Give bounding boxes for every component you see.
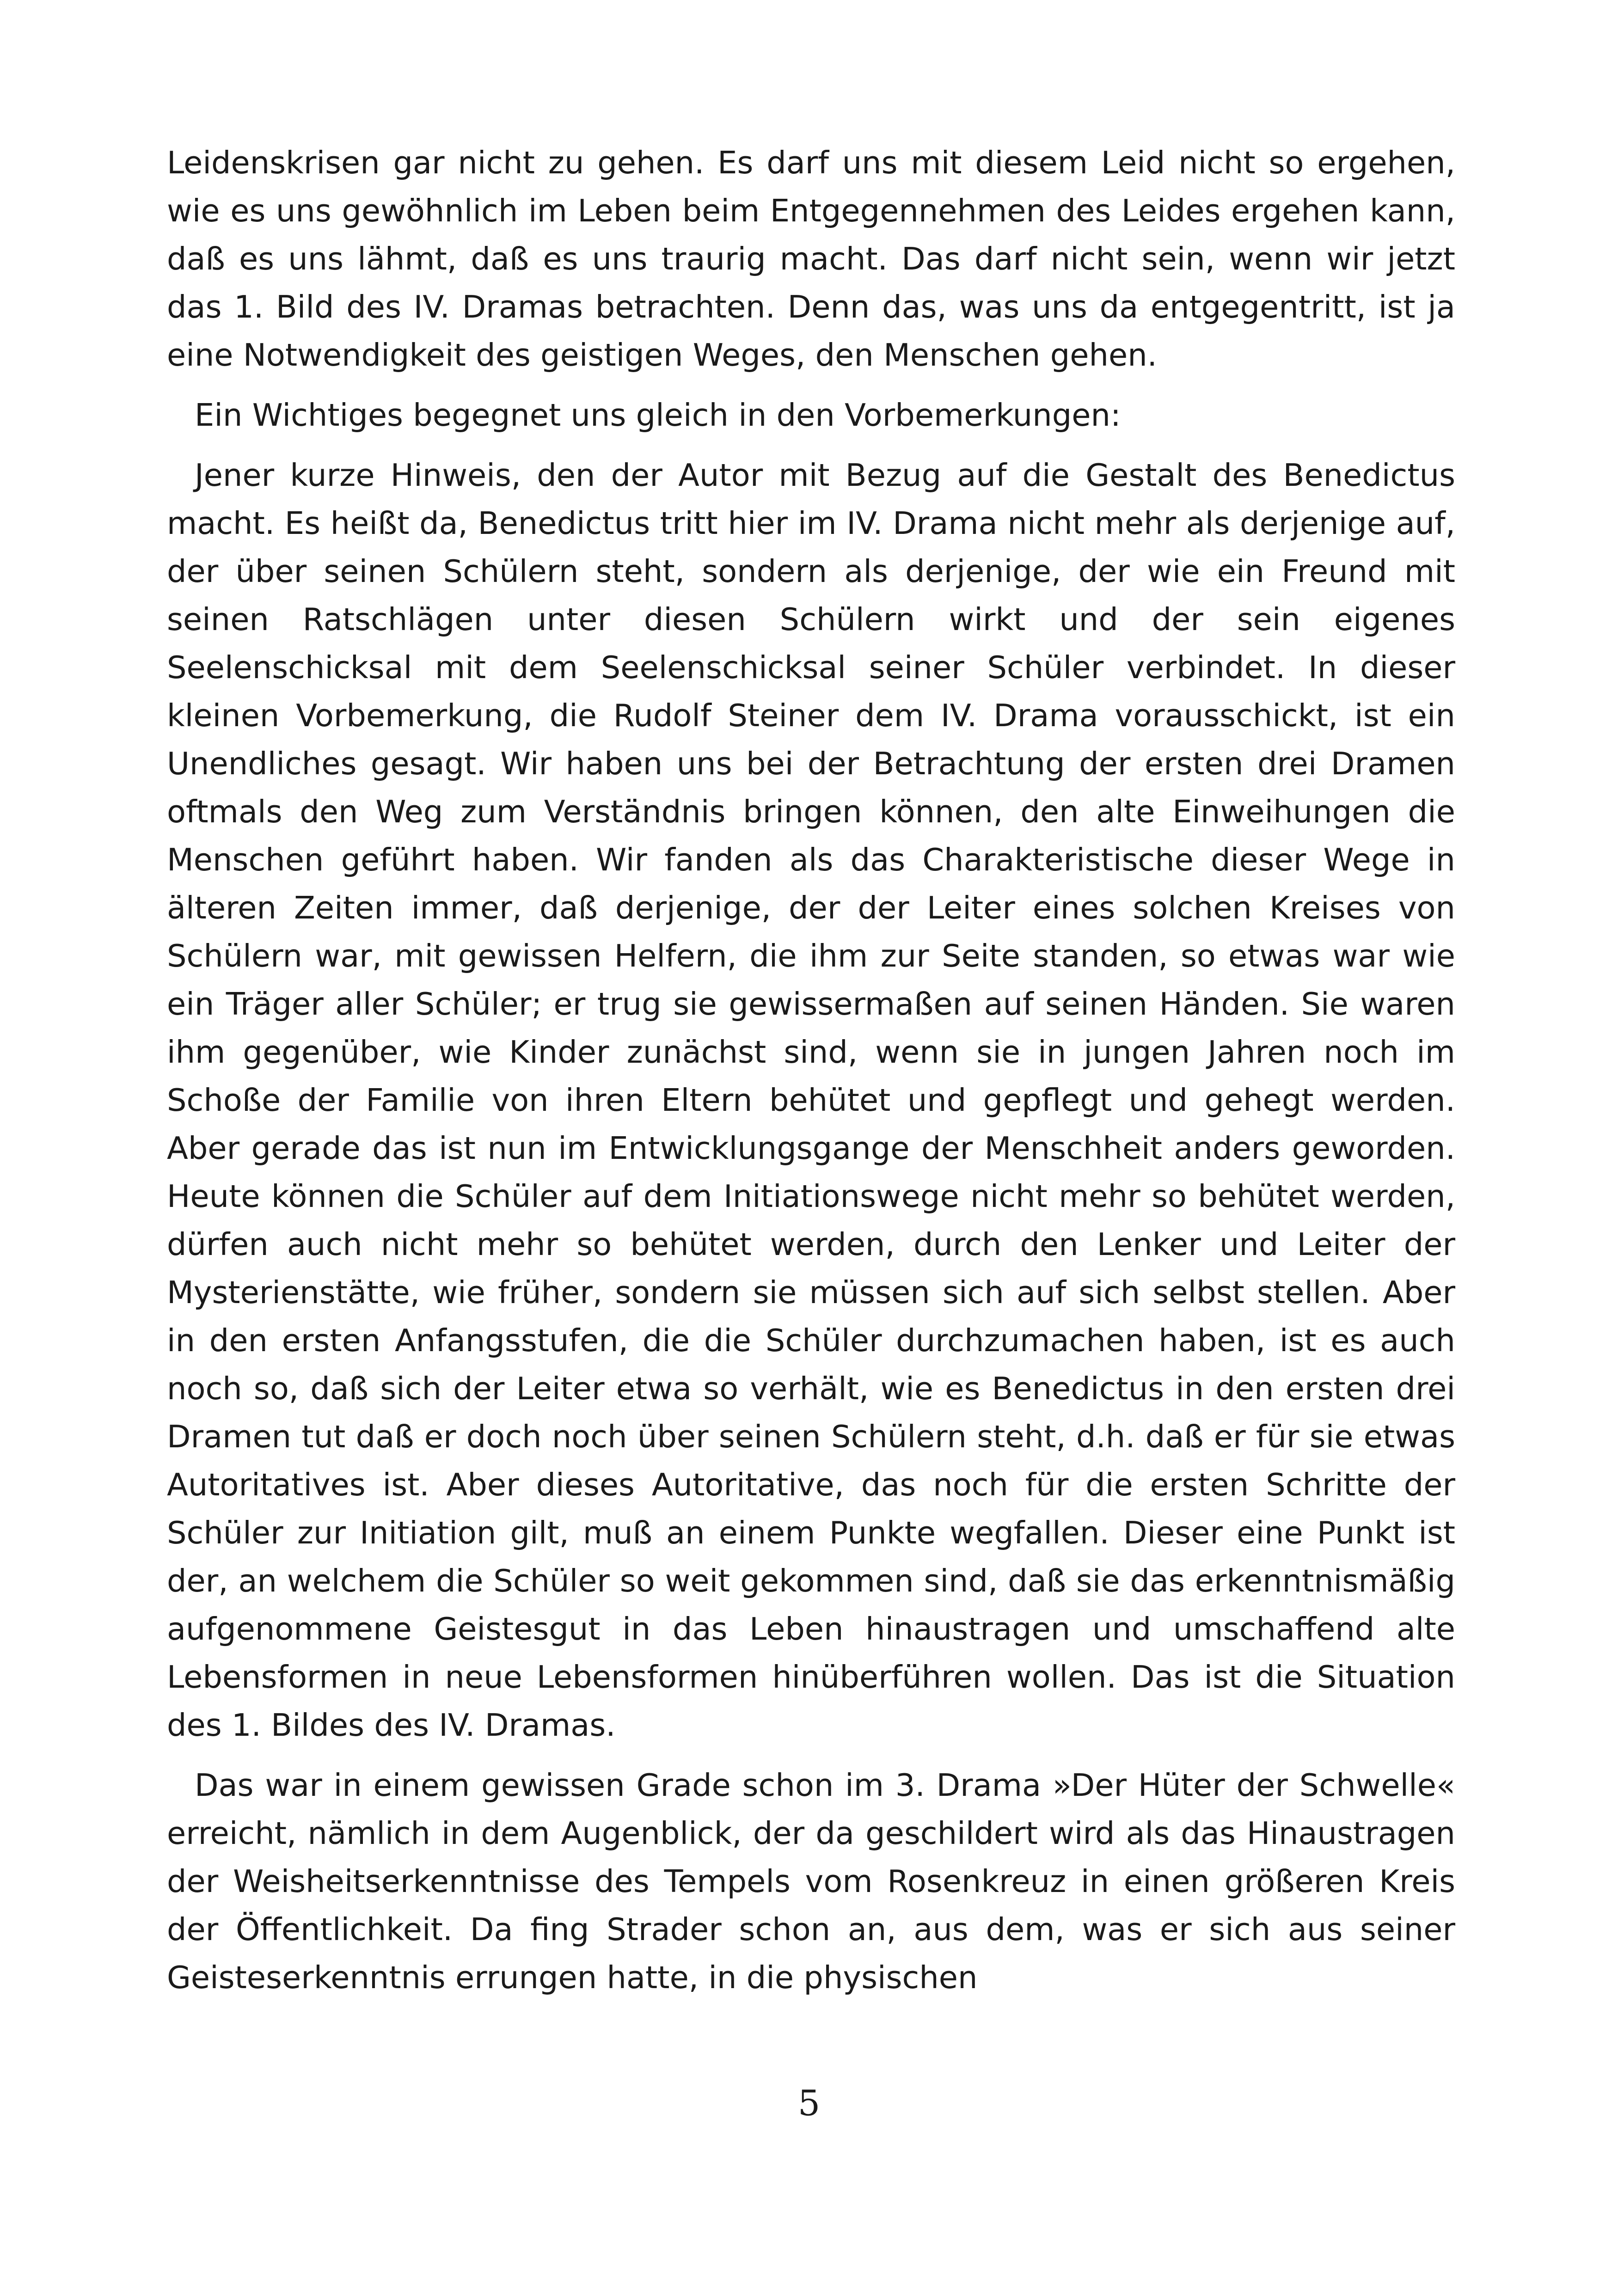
paragraph-benedictus: Jener kurze Hinweis, den der Autor mit Bezug auf die Gestalt des Benedictus macht. Es heißt da, Benedictus tritt hier im IV. Drama nicht mehr als derjenige auf, der über seinen Schülern steht, sondern als derjenige, der wie ein Freund mit seinen Ratschlägen unter diesen Schülern wirkt und der sein eigenes Seelenschicksal mit dem Seelenschicksal seiner Schüler verbindet. In dieser kleinen Vorbemerkung, die Rudolf Steiner dem IV. Drama vorausschickt, ist ein Unendliches gesagt. Wir haben uns bei der Betrachtung der ersten drei Dramen oftmals den Weg zum Verständnis bringen können, den alte Einweihungen die Menschen geführt haben. Wir fanden als das Charakteristische dieser Wege in älteren Zeiten immer, daß derjenige, der der Leiter eines solchen Kreises von Schülern war, mit gewissen Helfern, die ihm zur Seite standen, so etwas war wie ein Träger aller Schüler; er trug sie gewissermaßen auf seinen Händen. Sie waren ihm gegenüber, wie Kinder zunächst sind, wenn sie in jungen Jahren noch im Schoße der Familie von ihren Eltern behütet und gepflegt und gehegt werden. Aber gerade das ist nun im Entwicklungsgange der Menschheit anders geworden. Heute können die Schüler auf dem Initiationswege nicht mehr so behütet werden, dürfen auch nicht mehr so behütet werden, durch den Lenker und Leiter der Mysterienstätte, wie früher, sondern sie müssen sich auf sich selbst stellen. Aber in den ersten Anfangsstufen, die die Schüler durchzumachen haben, ist es auch noch so, daß sich der Leiter etwa so verhält, wie es Benedictus in den ersten drei Dramen tut daß er doch noch über seinen Schülern steht, d.h. daß er für sie etwas Autoritatives ist. Aber dieses Autoritative, das noch für die ersten Schritte der Schüler zur Initiation gilt, muß an einem Punkte wegfallen. Dieser eine Punkt ist der, an welchem die Schüler so weit gekommen sind, daß sie das erkenntnismäßig aufgenommene Geistesgut in das Leben hinaustragen und umschaffend alte Lebensformen in neue Lebensformen hinüberführen wollen. Das ist die Situation des 1. Bildes des IV. Dramas. <box>167 457 1455 1743</box>
body-text <box>167 139 1455 2014</box>
paragraph-vorbemerkungen: Ein Wichtiges begegnet uns gleich in den Vorbemerkungen: <box>195 397 1121 433</box>
paragraph-continuation: Leidenskrisen gar nicht zu gehen. Es darf uns mit diesem Leid nicht so ergehen, wie es uns gewöhnlich im Leben beim Entgegennehmen des Leides ergehen kann, daß es uns lähmt, daß es uns traurig macht. Das darf nicht sein, wenn wir jetzt das 1. Bild des IV. Dramas betrachten. Denn das, was uns da entgegentritt, ist ja eine Notwendigkeit des geistigen Weges, den Menschen gehen. <box>167 145 1455 373</box>
paragraph-hueter-der-schwelle: Das war in einem gewissen Grade schon im 3. Drama »Der Hüter der Schwelle« erreicht, nämlich in dem Augenblick, der da geschildert wird als das Hinaustragen der Weisheitserkenntnisse des Tempels vom Rosenkreuz in einen größeren Kreis der Öffentlichkeit. Da fing Strader schon an, aus dem, was er sich aus seiner Geisteserkenntnis errungen hatte, in die physischen <box>167 1767 1455 1996</box>
page-number: 5 <box>797 2082 821 2124</box>
